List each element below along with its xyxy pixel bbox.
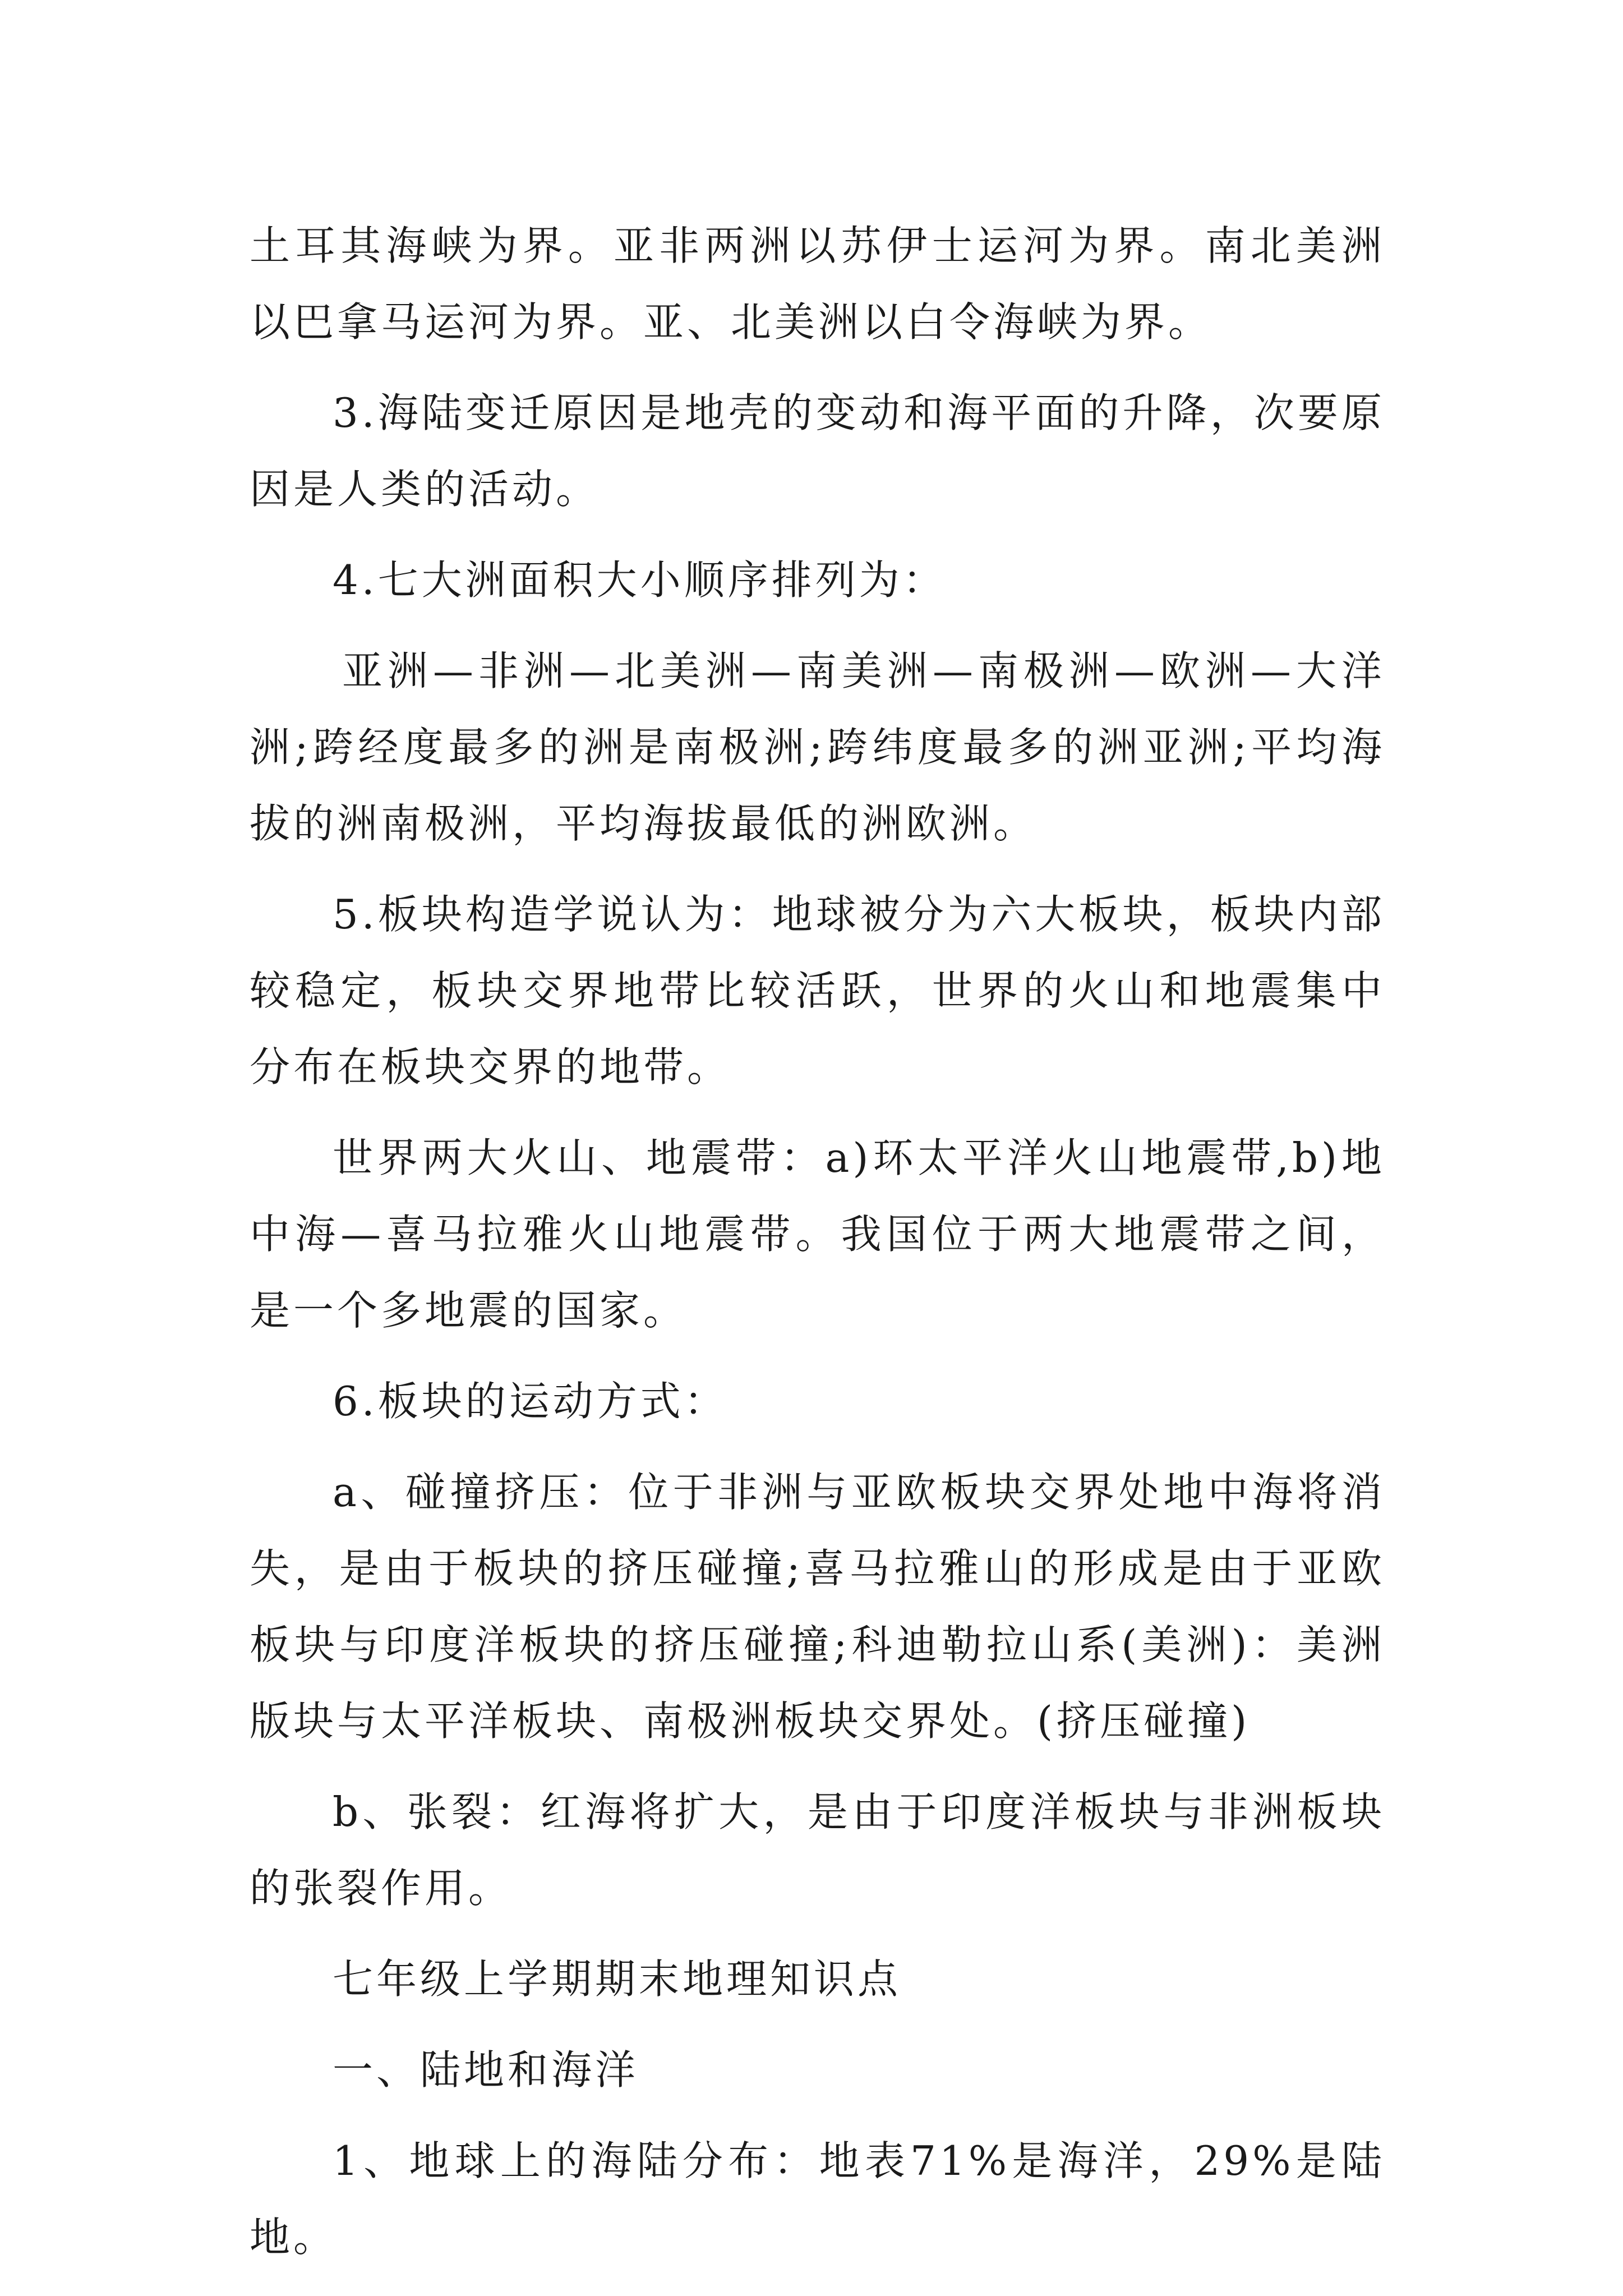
paragraph-gap: [250, 1105, 1385, 1120]
paragraph-gap: [250, 618, 1385, 633]
paragraph-continent-order: 亚洲—非洲—北美洲—南美洲—南极洲—欧洲—大洋洲;跨经度最多的洲是南极洲;跨纬度最多的洲亚洲;平均海拔的洲南极洲，平均海拔最低的洲欧洲。: [250, 647, 1385, 847]
paragraph-land-ocean-distribution: 1、地球上的海陆分布：地表71%是海洋，29%是陆地。: [250, 2137, 1385, 2261]
paragraph-gap: [250, 1926, 1385, 1941]
document-body: [250, 208, 1385, 2275]
paragraph-plate-tectonics: 5.板块构造学说认为：地球被分为六大板块，板块内部较稳定，板块交界地带比较活跃，世界的火山和地震集中分布在板块交界的地带。: [250, 891, 1385, 1091]
paragraph-sea-land-change: 3.海陆变迁原因是地壳的变动和海平面的升降，次要原因是人类的活动。: [250, 389, 1385, 513]
paragraph-gap: [250, 1349, 1385, 1363]
paragraph-gap: [250, 2108, 1385, 2123]
paragraph-rifting: b、张裂：红海将扩大，是由于印度洋板块与非洲板块的张裂作用。: [250, 1788, 1385, 1912]
paragraph-gap: [250, 862, 1385, 876]
paragraph-gap: [250, 2017, 1385, 2032]
section-heading-land-ocean: 一、陆地和海洋: [333, 2046, 639, 2093]
paragraph-gap: [250, 527, 1385, 542]
paragraph-gap: [250, 360, 1385, 375]
paragraph-volcano-belts: 世界两大火山、地震带：a)环太平洋火山地震带,b)地中海—喜马拉雅火山地震带。我国位于两大地震带之间，是一个多地震的国家。: [250, 1134, 1385, 1334]
paragraph-continent-order-heading: 4.七大洲面积大小顺序排列为：: [333, 556, 947, 604]
paragraph-gap: [250, 1439, 1385, 1454]
paragraph-plate-motion-heading: 6.板块的运动方式：: [333, 1378, 728, 1425]
section-title: 七年级上学期期末地理知识点: [333, 1955, 902, 2003]
paragraph-straits-boundaries: 土耳其海峡为界。亚非两洲以苏伊士运河为界。南北美洲以巴拿马运河为界。亚、北美洲以白令海峡为界。: [250, 222, 1385, 346]
paragraph-gap: [250, 1759, 1385, 1774]
paragraph-collision: a、碰撞挤压：位于非洲与亚欧板块交界处地中海将消失，是由于板块的挤压碰撞;喜马拉雅山的形成是由于亚欧板块与印度洋板块的挤压碰撞;科迪勒拉山系(美洲)：美洲版块与太平洋板块、南极洲板块交界处。(挤压碰撞): [250, 1469, 1385, 1745]
